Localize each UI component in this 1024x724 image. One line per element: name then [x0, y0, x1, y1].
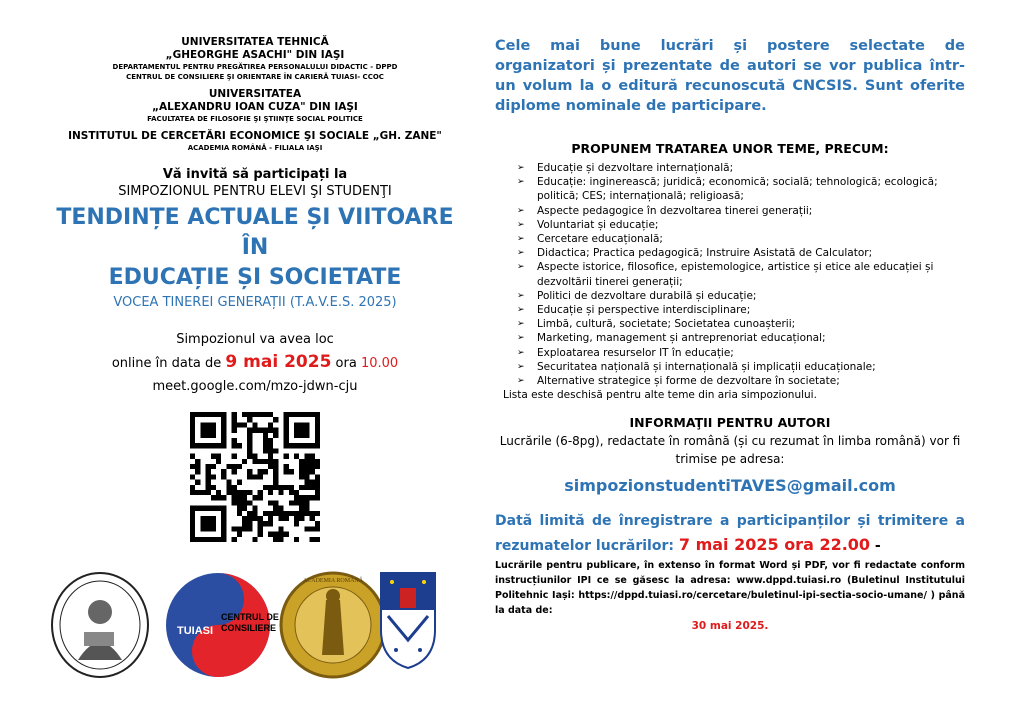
meet-link[interactable]: meet.google.com/mzo-jdwn-cju [152, 379, 358, 394]
academia-romana-seal-icon [278, 570, 388, 680]
arrow-bullet-icon: ➢ [517, 234, 525, 245]
deadline-paragraph [495, 509, 965, 558]
topics-heading: PROPUNEM TRATAREA UNOR TEME, PRECUM: [571, 141, 889, 156]
logos-row [48, 570, 438, 680]
arrow-bullet-icon: ➢ [517, 163, 525, 173]
topic-item [517, 374, 965, 388]
topic-text: Exploatarea resurselor IT în educație; [537, 346, 734, 359]
univ2-faculty: FACULTATEA DE FILOSOFIE ŞI ŞTIINŢE SOCIAL POLITICE [147, 115, 363, 123]
topic-item [517, 161, 965, 175]
event-details [40, 328, 470, 398]
topic-text: Educație și dezvoltare internațională; [537, 162, 734, 174]
institute-affiliation: ACADEMIA ROMÂNĂ - FILIALA IAŞI [187, 144, 323, 152]
topic-text: Limbă, cultură, societate; Societatea cunoașterii; [537, 318, 796, 331]
topic-item [517, 175, 965, 203]
topic-text: Aspecte pedagogice în dezvoltarea tinerei generații; [537, 204, 813, 217]
topic-text: Voluntariat și educație; [537, 218, 659, 231]
academia-label: ACADEMIA ROMÂNĂ [302, 578, 364, 584]
arrow-bullet-icon: ➢ [517, 347, 525, 358]
final-date: 30 mai 2025. [691, 620, 769, 633]
arrow-bullet-icon: ➢ [517, 376, 525, 387]
arrow-bullet-icon: ➢ [517, 333, 525, 344]
place-line: Simpozionul va avea loc [176, 332, 334, 347]
qr-code-icon [190, 412, 320, 542]
arrow-bullet-icon: ➢ [517, 177, 525, 188]
tuiasi-seal-icon [48, 570, 153, 680]
univ1-dept: DEPARTAMENTUL PENTRU PREGĂTIREA PERSONALULUI DIDACTIC - DPPD [112, 63, 398, 71]
arrow-bullet-icon: ➢ [517, 248, 525, 259]
event-hour: 10.00 [360, 356, 399, 371]
info-heading: INFORMAŢII PENTRU AUTORI [629, 415, 831, 431]
right-column [495, 36, 965, 632]
arrow-bullet-icon: ➢ [517, 290, 525, 301]
topic-text: Marketing, management și antreprenoriat educațional; [537, 332, 826, 345]
topic-text: Cercetare educațională; [537, 233, 663, 246]
topic-text: Educație: inginerească; juridică; economică; socială; tehnologică; ecologică; politică; CES; internațională; religioasă; [537, 176, 938, 203]
info-text: Lucrările (6-8pg), redactate în română (și cu rezumat în limba română) vor fi trimise pe adresa: [499, 434, 961, 467]
topic-text: Securitatea națională și internațională și implicații educaționale; [537, 360, 876, 373]
topic-item [517, 260, 965, 288]
arrow-bullet-icon: ➢ [517, 262, 525, 273]
topic-text: Educație și perspective interdisciplinare; [537, 304, 751, 317]
topic-item [517, 360, 965, 374]
topic-item [517, 218, 965, 232]
topic-item [517, 232, 965, 246]
topic-item [517, 317, 965, 331]
topic-text: Didactica; Practica pedagogică; Instruire Asistată de Calculator; [537, 247, 873, 260]
date-line [40, 351, 470, 375]
event-date: 9 mai 2025 [225, 352, 332, 372]
intro-paragraph: Cele mai bune lucrări și postere selectate de organizatori și prezentate de autori se vor publica într-un volum la o editură recunoscută CNCSIS. Sunt oferite diplome nominale de participare. [495, 38, 965, 114]
left-column [40, 36, 470, 542]
topic-item [517, 204, 965, 218]
uaic-crest-icon [378, 570, 438, 670]
arrow-bullet-icon: ➢ [517, 205, 525, 216]
publication-info: Lucrările pentru publicare, în extenso în format Word și PDF, vor fi redactate conform instrucțiunilor IPI ce se găsesc la adresa: www.dppd.tuiasi.ro (Buletinul Institutului Politehnic Iași: https://dppd.tuiasi.ro/cercetare/buletinul-ipi-sectia-socio-umane/ ) până la data de: [495, 560, 965, 617]
hour-label: ora [331, 356, 361, 371]
topics-open-note: Lista este deschisă pentru alte teme din aria simpozionului. [503, 389, 817, 402]
arrow-bullet-icon: ➢ [517, 305, 525, 316]
symposium-type: SIMPOZIONUL PENTRU ELEVI ŞI STUDENŢI [118, 184, 392, 199]
ccoc-name: TUIASI [177, 625, 214, 637]
deadline-text: Dată limită de înregistrare a participanților și trimitere a rezumatelor lucrărilor: [495, 513, 965, 555]
invite-text: Vă invită să participați la [162, 167, 348, 182]
topic-text: Politici de dezvoltare durabilă și educație; [537, 289, 757, 302]
topic-item [517, 331, 965, 345]
ccoc-line2: CONSILIERE [221, 623, 277, 633]
event-title [40, 203, 470, 293]
topic-item [517, 246, 965, 260]
arrow-bullet-icon: ➢ [517, 361, 525, 372]
univ1-name: UNIVERSITATEA TEHNICĂ [181, 36, 329, 48]
ccoc-line1: CENTRUL DE [221, 612, 279, 622]
event-subtitle: VOCEA TINEREI GENERAȚII (T.A.V.E.S. 2025) [113, 295, 397, 310]
ccoc-logo-icon [163, 570, 279, 680]
event-title-line1: TENDINȚE ACTUALE ȘI VIITOARE ÎN [56, 205, 454, 260]
topic-item [517, 346, 965, 360]
arrow-bullet-icon: ➢ [517, 219, 525, 230]
event-title-line2: EDUCAȚIE ȘI SOCIETATE [108, 265, 402, 290]
univ2-name-2: „ALEXANDRU IOAN CUZA" DIN IAŞI [152, 101, 358, 113]
topics-list [495, 161, 965, 388]
institute-name: INSTITUTUL DE CERCETĂRI ECONOMICE ŞI SOCIALE „GH. ZANE" [68, 130, 442, 142]
univ1-center: CENTRUL DE CONSILIERE ŞI ORIENTARE ÎN CARIERĂ TUIASI- CCOC [126, 73, 384, 81]
arrow-bullet-icon: ➢ [517, 319, 525, 330]
univ2-name: UNIVERSITATEA [208, 88, 302, 100]
topic-item [517, 303, 965, 317]
topic-item [517, 289, 965, 303]
contact-email[interactable]: simpozionstudentiTAVES@gmail.com [564, 476, 896, 496]
univ1-name-2: „GHEORGHE ASACHI" DIN IAŞI [165, 49, 345, 61]
topic-text: Aspecte istorice, filosofice, epistemologice, artistice și etice ale educației și dezvoltării tinerei generații; [537, 261, 934, 288]
online-label: online în data de [111, 356, 226, 371]
topic-text: Alternative strategice și forme de dezvoltare în societate; [537, 375, 840, 388]
deadline-dash: - [870, 538, 881, 555]
deadline-date: 7 mai 2025 ora 22.00 [678, 535, 871, 555]
